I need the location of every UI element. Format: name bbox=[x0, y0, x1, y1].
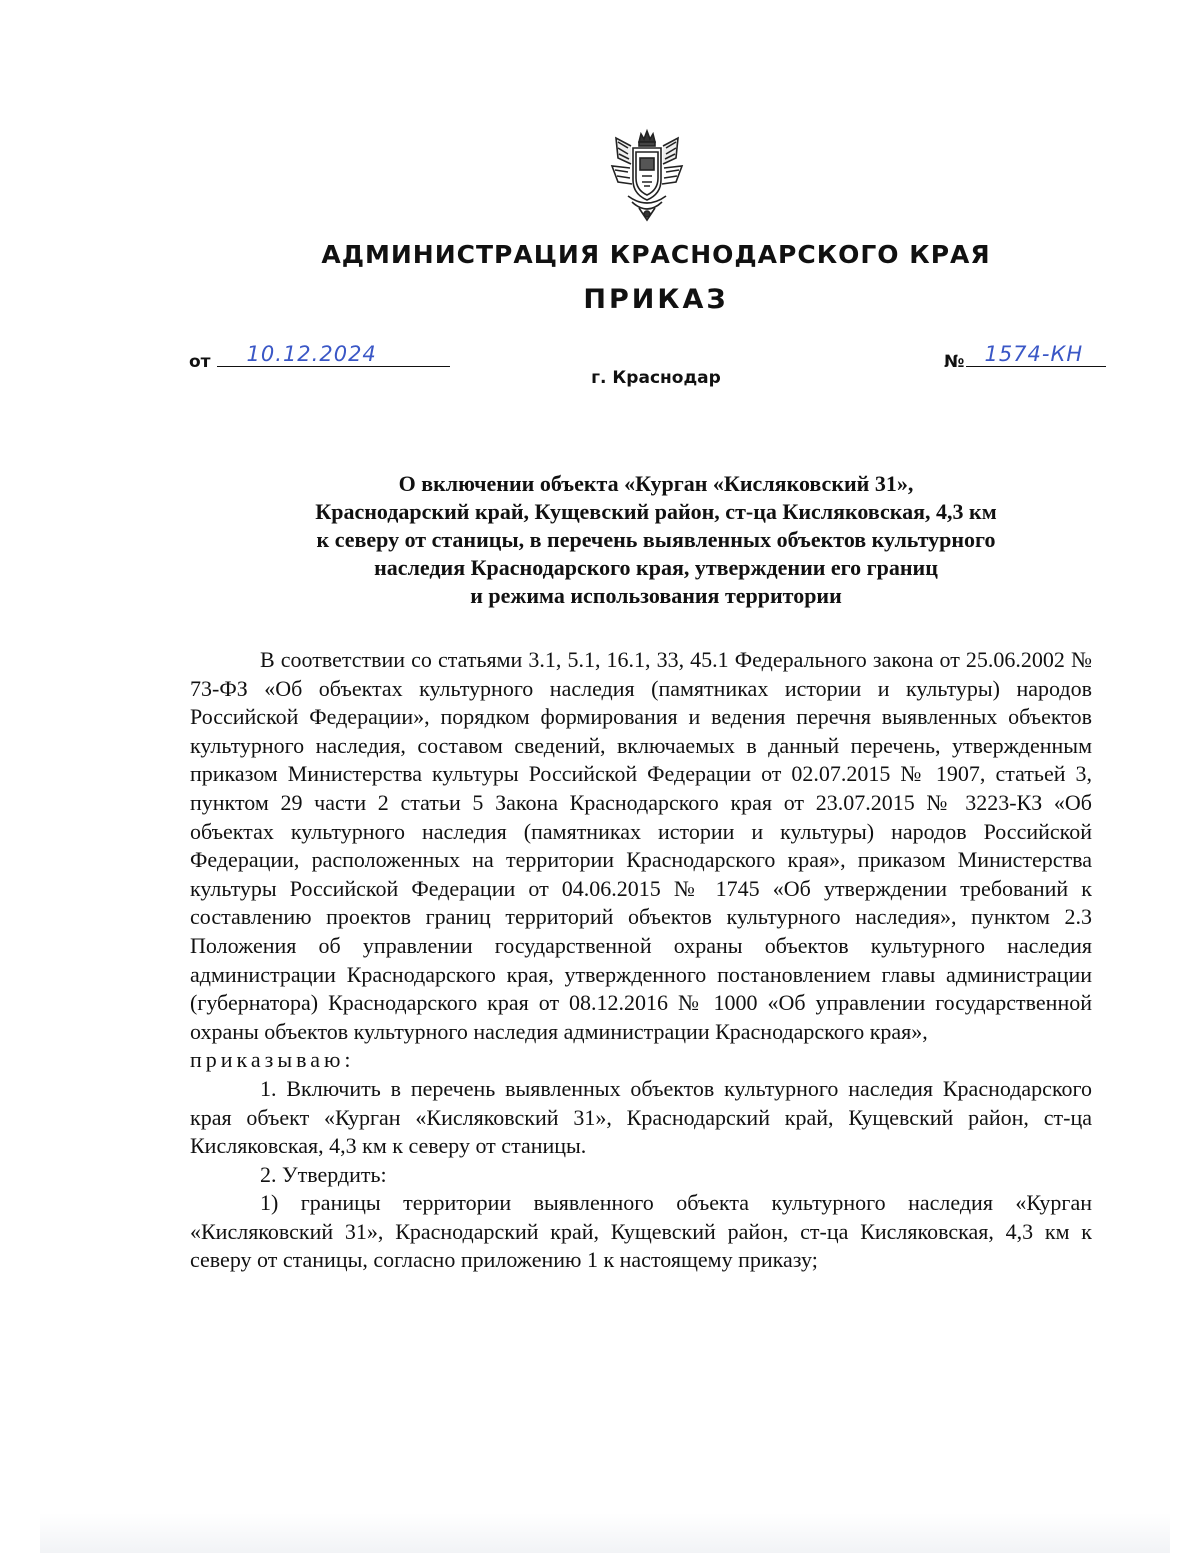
order-item-2-1: 1) границы территории выявленного объекта культурного наследия «Курган «Кисляковский 31», Краснодарский край, Кущевский район, ст-ца Кисляковская, 4,3 км к северу от станицы, согласно приложению 1 к настоящему приказу; bbox=[190, 1190, 1092, 1273]
scan-shadow bbox=[40, 1513, 1170, 1553]
number-underline bbox=[966, 344, 1106, 367]
document-title bbox=[190, 470, 1122, 610]
number-prefix: № bbox=[944, 352, 965, 372]
preamble-paragraph: В соответствии со статьями 3.1, 5.1, 16.1, 33, 45.1 Федерального закона от 25.06.2002 № 73-ФЗ «Об объектах культурного наследия (памятниках истории и культуры) народов Российской Федерации», порядком формирования и ведения перечня выявленных объектов культурного наследия, составом сведений, включаемых в данный перечень, утвержденным приказом Министерства культуры Российской Федерации от 02.07.2015 № 1907, статьей 3, пунктом 29 части 2 статьи 5 Закона Краснодарского края от 23.07.2015 № 3223-КЗ «Об объектах культурного наследия (памятниках истории и культуры) народов Российской Федерации, расположенных на территории Краснодарского края», приказом Министерства культуры Российской Федерации от 04.06.2015 № 1745 «Об утверждении требований к составлению проектов границ территорий объектов культурного наследия», пунктом 2.3 Положения об управлении государственной охраны объектов культурного наследия администрации Краснодарского края, утвержденного постановлением главы администрации (губернатора) Краснодарского края от 08.12.2016 № 1000 «Об управлении государственной охраны объектов культурного наследия администрации Краснодарского края», bbox=[190, 647, 1092, 1044]
title-line: О включении объекта «Курган «Кисляковский 31», bbox=[398, 471, 914, 496]
order-word: приказываю: bbox=[190, 1047, 355, 1073]
handwritten-date: 10.12.2024 bbox=[246, 342, 377, 366]
document-type: ПРИКАЗ bbox=[583, 284, 729, 315]
order-item-2: 2. Утвердить: bbox=[260, 1161, 387, 1187]
title-line: к северу от станицы, в перечень выявленных объектов культурного bbox=[316, 527, 996, 552]
document-body bbox=[190, 646, 1092, 1275]
date-prefix: от bbox=[189, 352, 211, 372]
order-item-1: 1. Включить в перечень выявленных объектов культурного наследия Краснодарского края объект «Курган «Кисляковский 31», Краснодарский край, Кущевский район, ст-ца Кисляковская, 4,3 км к северу от станицы. bbox=[190, 1075, 1092, 1159]
coat-of-arms-icon bbox=[606, 128, 688, 224]
date-underline bbox=[217, 344, 450, 367]
handwritten-number: 1574-КН bbox=[984, 342, 1084, 366]
title-line: и режима использования территории bbox=[470, 583, 842, 608]
title-line: Краснодарский край, Кущевский район, ст-ца Кисляковская, 4,3 км bbox=[315, 499, 997, 524]
organization-name: АДМИНИСТРАЦИЯ КРАСНОДАРСКОГО КРАЯ bbox=[321, 240, 991, 269]
title-line: наследия Краснодарского края, утверждении его границ bbox=[374, 555, 938, 580]
city-name: г. Краснодар bbox=[591, 368, 721, 388]
